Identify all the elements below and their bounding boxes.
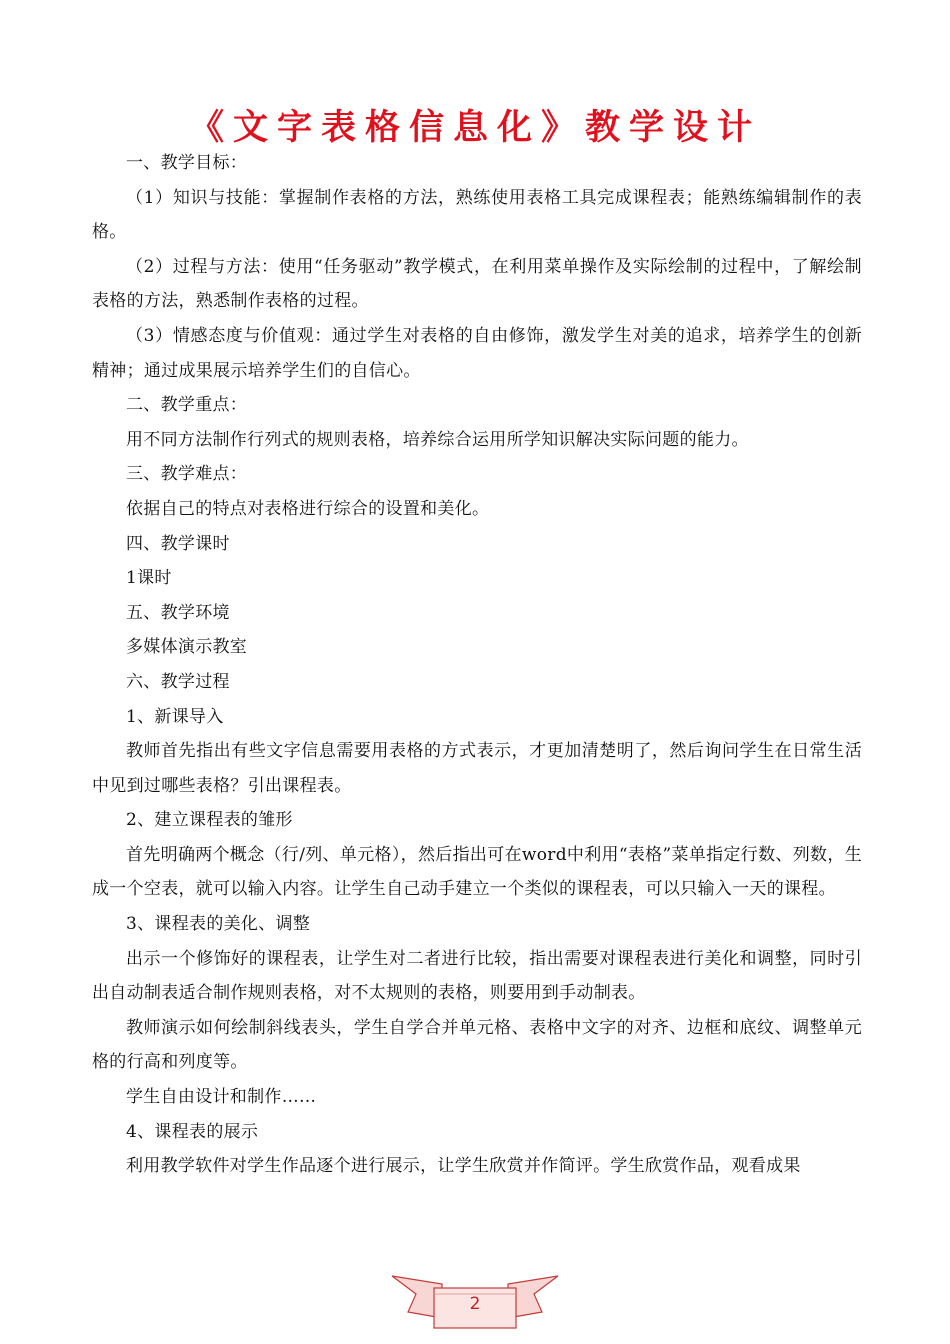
paragraph: 4、课程表的展示 [126,1121,259,1142]
paragraph: 出示一个修饰好的课程表，让学生对二者进行比较，指出需要对课程表进行美化和调整，同时引出自动制表适合制作规则表格，对不太规则的表格，则要用到手动制表。 [92,948,862,1004]
paragraph: 2、建立课程表的雏形 [126,810,293,831]
paragraph: 教师首先指出有些文字信息需要用表格的方式表示，才更加清楚明了，然后询问学生在日常生活中见到过哪些表格？引出课程表。 [92,741,862,796]
paragraph: 依据自己的特点对表格进行综合的设置和美化。 [126,498,490,519]
paragraph: 3、课程表的美化、调整 [126,914,311,935]
page-number: 2 [469,1294,481,1314]
paragraph: 教师演示如何绘制斜线表头，学生自学合并单元格、表格中文字的对齐、边框和底纹、调整单元格的行高和列度等。 [92,1017,862,1073]
page-number-badge [390,1268,560,1334]
document-title: 《文字表格信息化》教学设计 [188,108,761,148]
paragraph: （2）过程与方法：使用“任务驱动”教学模式，在利用菜单操作及实际绘制的过程中，了解绘制表格的方法，熟悉制作表格的过程。 [92,256,862,312]
paragraph: 1、新课导入 [126,706,224,727]
paragraph: 首先明确两个概念（行/列、单元格），然后指出可在word中利用“表格”菜单指定行数、列数，生成一个空表，就可以输入内容。让学生自己动手建立一个类似的课程表，可以只输入一天的课程。 [92,844,862,900]
paragraph: 四、教学课时 [126,533,230,554]
paragraph: （1）知识与技能：掌握制作表格的方法，熟练使用表格工具完成课程表；能熟练编辑制作的表格。 [92,187,862,243]
paragraph: 三、教学难点： [126,464,248,485]
paragraph: 学生自由设计和制作…… [126,1087,317,1108]
paragraph: 多媒体演示教室 [126,637,248,658]
document-body [92,146,862,1184]
paragraph: 1课时 [126,568,172,589]
paragraph: 用不同方法制作行列式的规则表格，培养综合运用所学知识解决实际问题的能力。 [126,429,749,450]
paragraph: 六、教学过程 [126,671,230,692]
paragraph: （3）情感态度与价值观：通过学生对表格的自由修饰，激发学生对美的追求，培养学生的创新精神；通过成果展示培养学生们的自信心。 [92,325,862,381]
paragraph: 利用教学软件对学生作品逐个进行展示，让学生欣赏并作简评。学生欣赏作品，观看成果 [126,1156,801,1177]
paragraph: 五、教学环境 [126,602,230,623]
paragraph: 一、教学目标： [126,153,248,173]
paragraph: 二、教学重点： [126,395,248,416]
